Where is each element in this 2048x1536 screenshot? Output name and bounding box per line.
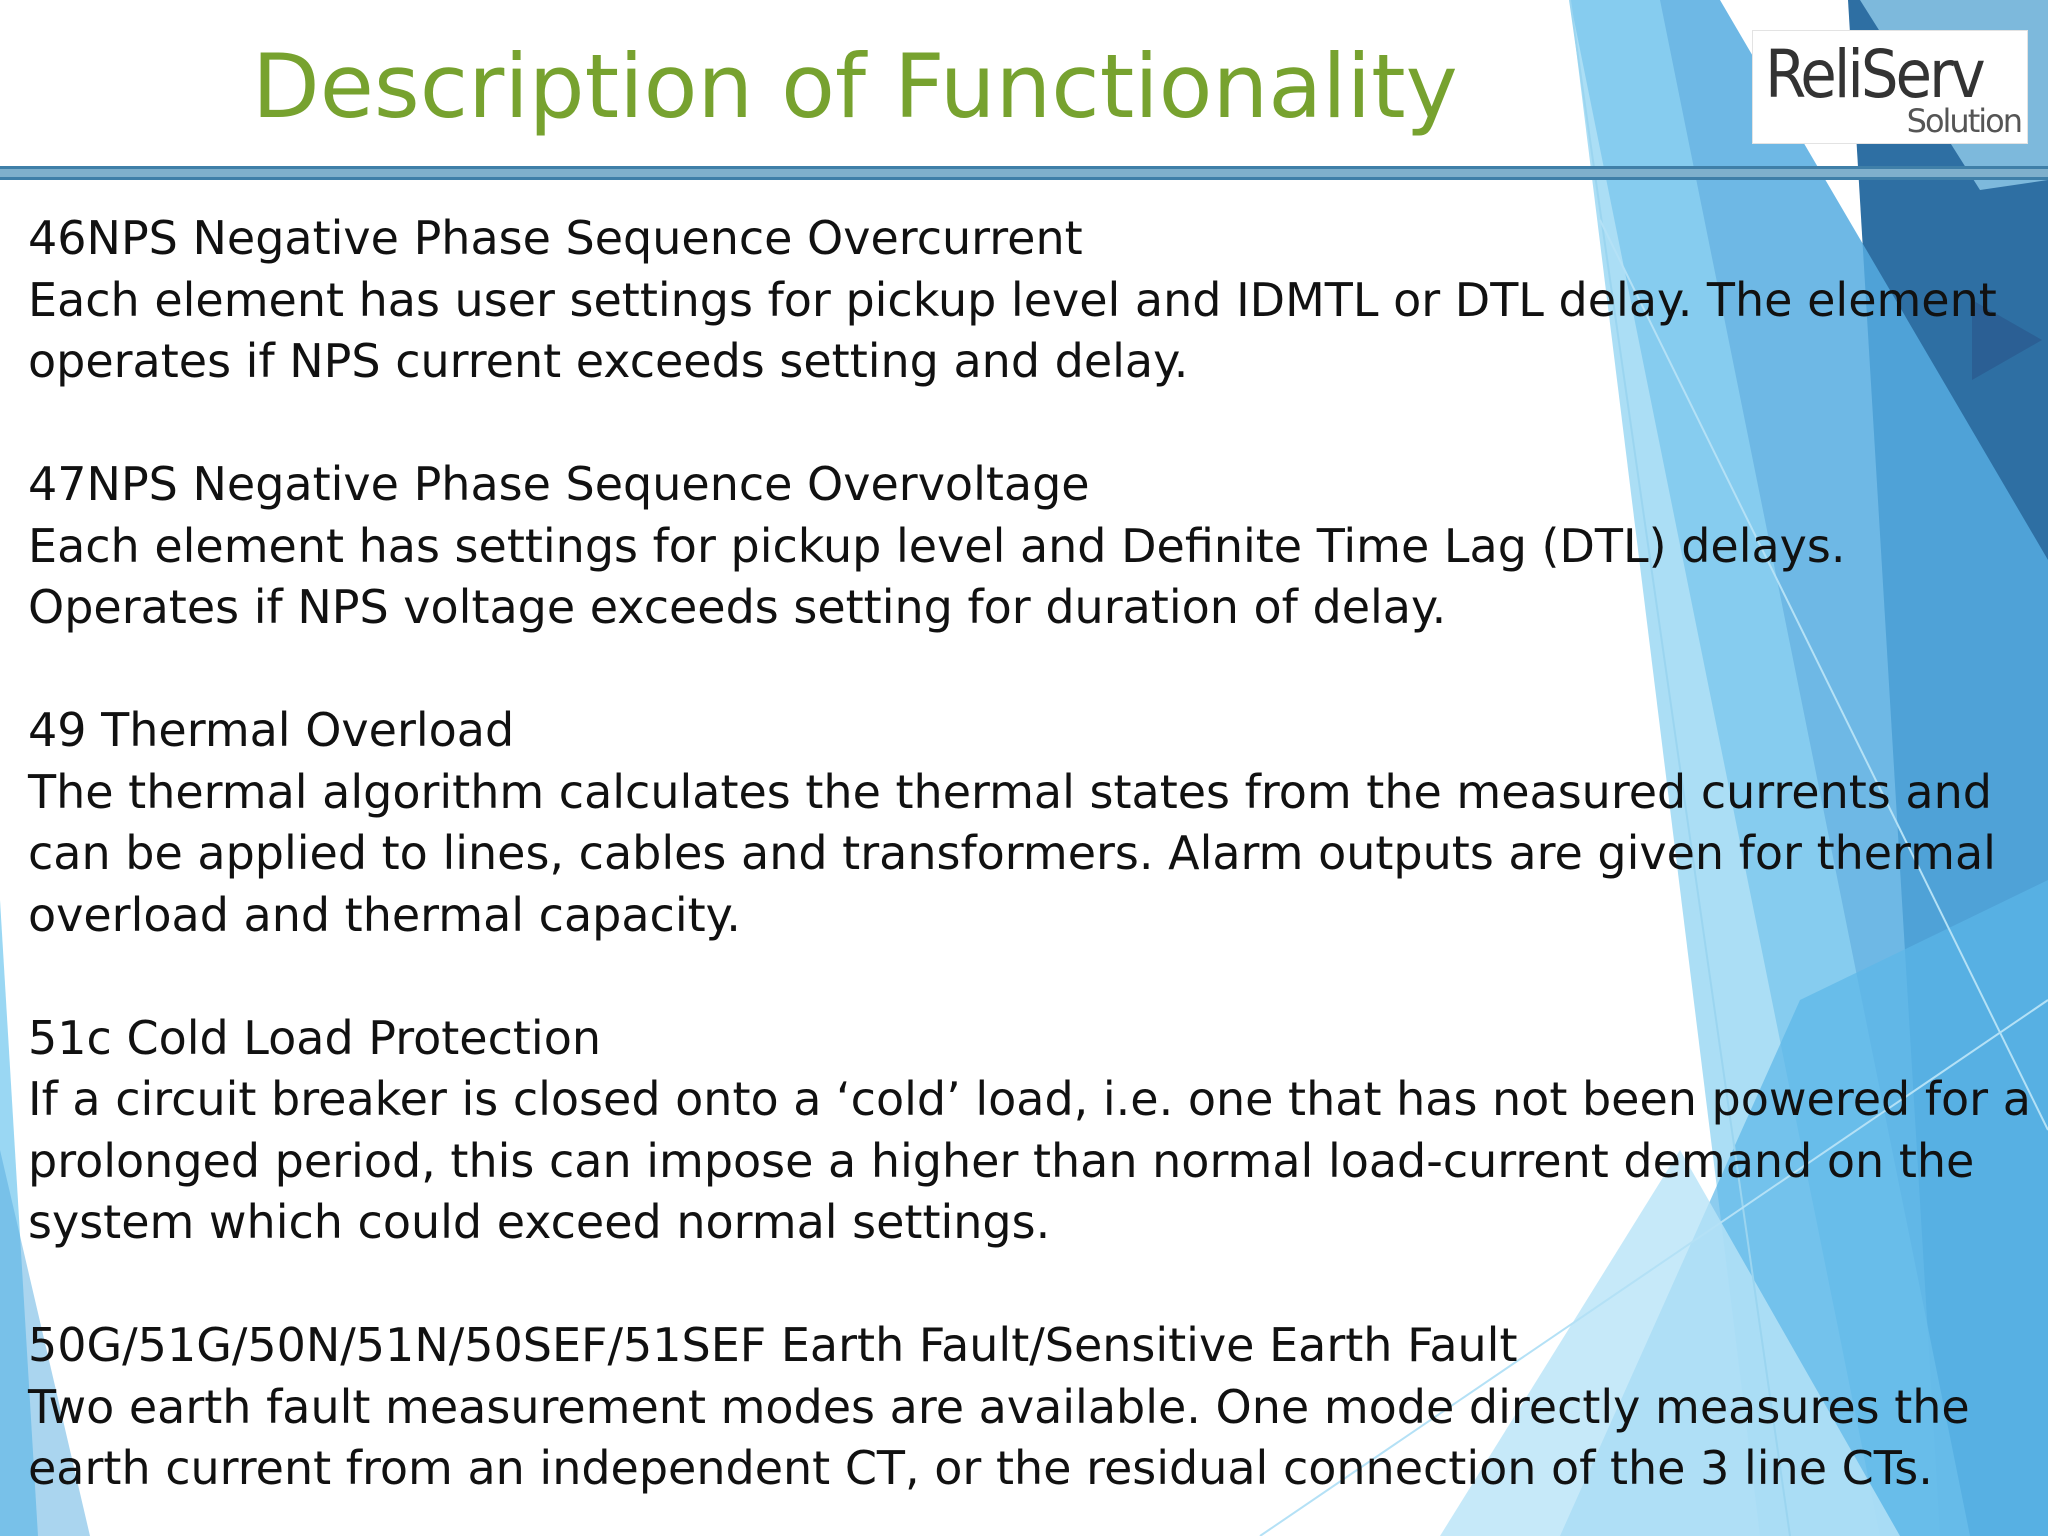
slide-title: Description of Functionality	[252, 35, 1458, 138]
section-body: If a circuit breaker is closed onto a ‘cold’ load, i.e. one that has not been powered for a prolonged period, this can impose a higher than normal load-current demand on the system which could exceed normal settings.	[28, 1072, 2031, 1249]
logo-sub-text: Solution	[1906, 102, 2021, 140]
section-heading: 47NPS Negative Phase Sequence Overvoltage	[28, 457, 1090, 511]
section-heading: 51c Cold Load Protection	[28, 1010, 602, 1065]
reliserv-logo	[1752, 30, 2028, 144]
section-heading: 49 Thermal Overload	[28, 703, 515, 757]
section-earth-fault	[28, 1315, 2038, 1500]
section-heading: 46NPS Negative Phase Sequence Overcurrent	[28, 211, 1083, 265]
section-46nps	[28, 208, 2038, 393]
section-body: The thermal algorithm calculates the thermal states from the measured currents and can be applied to lines, cables and transformers. Alarm outputs are given for thermal overload and thermal capacity.	[28, 764, 1996, 942]
content-body	[28, 208, 2038, 1536]
section-body: Each element has settings for pickup level and Definite Time Lag (DTL) delays. Operates if NPS voltage exceeds setting for duration of delay.	[28, 518, 1846, 634]
section-body: Each element has user settings for pickup level and IDMTL or DTL delay. The element operates if NPS current exceeds setting and delay.	[28, 272, 1997, 388]
logo-main-text: ReliServ	[1765, 36, 1983, 113]
section-49-thermal	[28, 700, 2038, 946]
title-divider	[0, 166, 2048, 180]
section-51c-cold-load	[28, 1008, 2038, 1254]
section-heading: 50G/51G/50N/51N/50SEF/51SEF Earth Fault/Sensitive Earth Fault	[28, 1318, 1518, 1372]
section-body: Two earth fault measurement modes are available. One mode directly measures the earth current from an independent CT, or the residual connection of the 3 line CTs.	[28, 1379, 1970, 1495]
section-47nps	[28, 454, 2038, 639]
